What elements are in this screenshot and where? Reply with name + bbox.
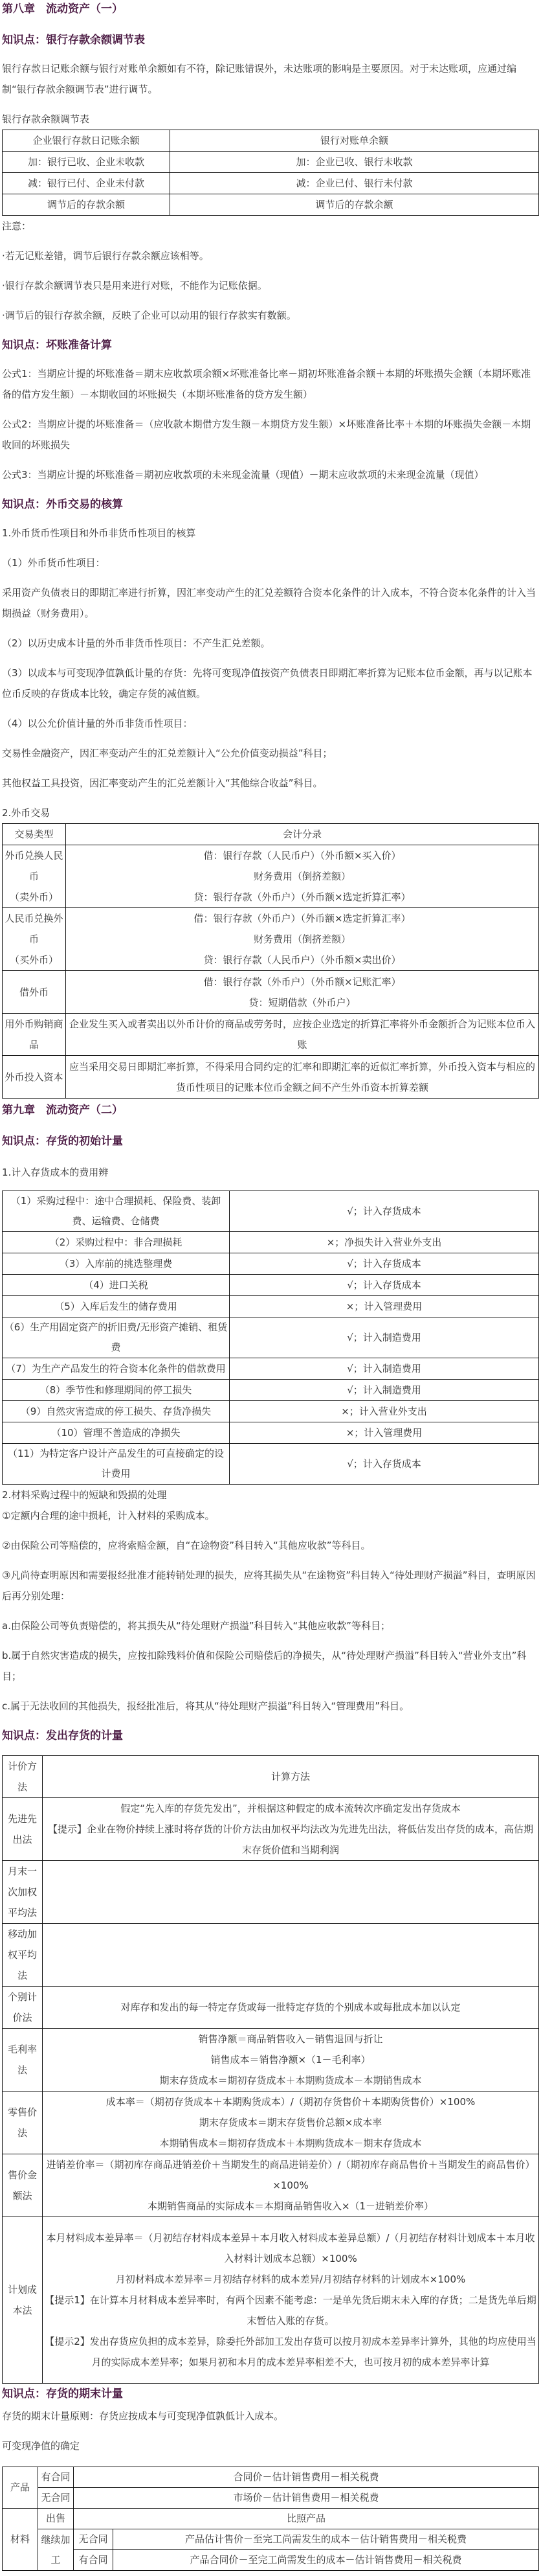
table-cell: （5）入库后发生的储存费用	[3, 1296, 230, 1317]
cell-line: 财务费用（倒挤差额）	[253, 871, 351, 882]
paragraph: 采用资产负债表日的即期汇率进行折算，因汇率变动产生的汇兑差额符合资本化条件的计入成本，不符合资本化条件的计入当期损益（财务费用）。	[2, 587, 536, 619]
table-row	[3, 2217, 539, 2384]
table-cell: √；计入制造费用	[230, 1358, 539, 1380]
table-header-cell: 交易类型	[3, 824, 66, 845]
table-cell: √；计入存货成本	[230, 1253, 539, 1275]
table-cell: （10）管理不善造成的净损失	[3, 1422, 230, 1444]
table-cell	[66, 845, 539, 908]
note-label: 注意：	[2, 220, 32, 232]
table-row	[3, 1014, 539, 1056]
table-cell	[3, 1056, 66, 1099]
table-row	[3, 1401, 539, 1422]
formula-3: 公式3：当期应计提的坏账准备＝期初应收款项的未来现金流量（现值）－期末应收款项的未来现金流量（现值）	[2, 469, 484, 481]
table-cell: 有合同	[38, 2467, 74, 2488]
cell-line: 成本率＝（期初存货成本＋本期购货成本）/（期初存货售价＋本期购货售价）×100%	[105, 2096, 476, 2108]
table-row	[3, 194, 539, 216]
cell-line: 本期销售商品的实际成本＝本期商品销售收入×（1－进销差价率）	[147, 2200, 434, 2212]
table-cell: ×；净损失计入营业外支出	[230, 1232, 539, 1253]
table-caption: 银行存款余额调节表	[2, 113, 90, 125]
table-cell: 调节后的存款余额	[170, 194, 539, 216]
table-row	[3, 152, 539, 173]
table-cell: （1）采购过程中：途中合理损耗、保险费、装卸费、运输费、仓储费	[3, 1191, 230, 1232]
table-cell: 市场价－估计销售费用－相关税费	[74, 2488, 539, 2509]
table-cell: √；计入制造费用	[230, 1317, 539, 1358]
cell-line: 财务费用（倒挤差额）	[253, 933, 351, 945]
table-cell: √；计入存货成本	[230, 1444, 539, 1485]
paragraph: 银行存款日记账余额与银行对账单余额如有不符，除记账错误外，未达账项的影响是主要原因。对于未达账项，应通过编制“银行存款余额调节表”进行调节。	[2, 63, 517, 95]
table-cell: （6）生产用固定资产的折旧费/无形资产摊销、租赁费	[3, 1317, 230, 1358]
paragraph: c.属于无法收回的其他损失，报经批准后，将其从“待处理财产损溢”科目转入“管理费用”科目。	[2, 1700, 410, 1712]
table-cell: 产品合同价－至完工尚需发生的成本－估计销售费用－相关税费	[113, 2550, 539, 2571]
paragraph: （4）以公允价值计量的外币非货币性项目：	[2, 718, 193, 729]
cell-line: （卖外币）	[9, 891, 58, 903]
table-row	[3, 1275, 539, 1296]
table-cell	[66, 1014, 539, 1056]
table-cell: （11）为特定客户设计产品发生的可直接确定的设计费用	[3, 1444, 230, 1485]
table-cell: ×；计入管理费用	[230, 1422, 539, 1444]
cell-line: 贷：银行存款（外币户）（外币额×选定折算汇率）	[193, 891, 411, 903]
cell-line: 【提示2】发出存货应负担的成本差异，除委托外部加工发出存货可以按月初成本差异率计算外，其他的均应使用当月的实际成本差异率；如果月初和本月的成本差异率相差不大，也可按月初的成本差异率计算	[45, 2336, 536, 2368]
table-cell	[3, 908, 66, 971]
cell-line: 人民币兑换外币	[5, 913, 63, 945]
method-cell: 零售价法	[3, 2092, 43, 2154]
paragraph: a.由保险公司等负责赔偿的，将其损失从“待处理财产损溢”科目转入“其他应收款”等科目；	[2, 1620, 391, 1632]
method-cell: 移动加权平均法	[3, 1924, 43, 1987]
table-cell: 比照产品	[74, 2509, 539, 2529]
table-row	[3, 1756, 539, 1798]
cell-line: 销售净额＝商品销售收入－销售退回与折让	[198, 2033, 383, 2045]
bullet-item: ·银行存款余额调节表只是用来进行对账，不能作为记账依据。	[2, 280, 267, 291]
table-row	[3, 2529, 539, 2550]
paragraph: 1.外币货币性项目和外币非货币性项目的核算	[2, 527, 196, 539]
cell-line: 借外币	[19, 986, 49, 998]
table-row	[3, 1444, 539, 1485]
table-row	[3, 2467, 539, 2488]
table-cell: 减：银行已付、企业未付款	[3, 173, 170, 194]
table-row	[3, 971, 539, 1014]
table-row	[3, 1317, 539, 1358]
bank-reconciliation-table	[2, 130, 539, 216]
cell-line: 贷：短期借款（外币户）	[248, 996, 356, 1009]
table-cell: （9）自然灾害造成的停工损失、存货净损失	[3, 1401, 230, 1422]
table-row	[3, 1861, 539, 1924]
table-cell	[3, 971, 66, 1014]
cell-line: 企业发生买入或者卖出以外币计价的商品或劳务时，应按企业选定的折算汇率将外币金额折合为记账本位币入账	[69, 1018, 535, 1051]
table-cell: （3）入库前的挑选整理费	[3, 1253, 230, 1275]
table-cell	[66, 971, 539, 1014]
table-cell: 产品	[3, 2467, 38, 2509]
table-row	[3, 1422, 539, 1444]
table-row	[3, 1191, 539, 1232]
table-row	[3, 1987, 539, 2029]
cell-line: 期末存货成本＝期末存货售价总额×成本率	[199, 2117, 382, 2128]
cell-line: 借：银行存款（人民币户）（外币额×买入价）	[203, 850, 401, 861]
table-cell: 加：企业已收、银行未收款	[170, 152, 539, 173]
table-cell: 银行对账单余额	[170, 130, 539, 152]
fx-transaction-table	[2, 823, 539, 1099]
table-row	[3, 908, 539, 971]
table-row	[3, 845, 539, 908]
cell-line: 外币兑换人民币	[5, 850, 63, 882]
table-row	[3, 1798, 539, 1861]
bullet-item: ·调节后的银行存款余额，反映了企业可以动用的银行存款实有数额。	[2, 310, 296, 321]
section-heading: 知识点：外币交易的核算	[2, 498, 123, 511]
table-cell: 无合同	[74, 2529, 113, 2550]
table-row	[3, 173, 539, 194]
bullet-item: ·若无记账差错，调节后银行存款余额应该相等。	[2, 250, 209, 262]
paragraph: 其他权益工具投资，因汇率变动产生的汇兑差额计入“其他综合收益”科目。	[2, 777, 323, 789]
cell-line: 用外币购销商品	[5, 1018, 63, 1051]
table-header-cell: 计价方法	[3, 1756, 43, 1798]
table-cell	[43, 2154, 539, 2217]
table-cell: √；计入存货成本	[230, 1191, 539, 1232]
cell-line: 【提示】企业在物价持续上涨时将存货的计价方法由加权平均法改为先进先出法，将低估发出存货的成本，高估期末存货价值和当期利润	[47, 1823, 533, 1856]
cell-line: 借：银行存款（外币户）（外币额×选定折算汇率）	[193, 913, 411, 924]
inventory-outflow-table	[2, 1755, 539, 2384]
table-cell: （2）采购过程中：非合理损耗	[3, 1232, 230, 1253]
table-cell: 调节后的存款余额	[3, 194, 170, 216]
table-cell	[3, 845, 66, 908]
cell-line: 对库存和发出的每一特定存货或每一批特定存货的个别成本或每批成本加以认定	[120, 2001, 461, 2013]
table-row	[3, 1380, 539, 1401]
table-cell	[66, 908, 539, 971]
table-row	[3, 1232, 539, 1253]
table-cell: 继续加工	[38, 2529, 74, 2571]
chapter-title: 第九章 流动资产（二）	[2, 1104, 123, 1117]
table-cell	[43, 1987, 539, 2029]
table-caption: 1.计入存货成本的费用辨	[2, 1167, 109, 1178]
table-cell: 材料	[3, 2509, 38, 2571]
table-row	[3, 2550, 539, 2571]
cell-line: 期末存货成本＝期初存货成本＋本期购货成本－本期销售成本	[159, 2075, 422, 2086]
paragraph: ②由保险公司等赔偿的，应将索赔金额，自“在途物资”科目转入“其他应收款”等科目。	[2, 1540, 371, 1551]
table-cell: 合同价－估计销售费用－相关税费	[74, 2467, 539, 2488]
table-cell: ×；计入管理费用	[230, 1296, 539, 1317]
net-realizable-value-table	[2, 2467, 539, 2571]
method-cell: 个别计价法	[3, 1987, 43, 2029]
paragraph: 2.材料采购过程中的短缺和毁损的处理	[2, 1489, 167, 1501]
cell-line: 进销差价率＝（期初库存商品进销差价＋当期发生的商品进销差价）/（期初库存商品售价＋当期发生的商品售价）×100%	[46, 2159, 535, 2191]
section-heading: 知识点：存货的期末计量	[2, 2388, 123, 2400]
cell-line: 贷：银行存款（人民币户）（外币额×卖出价）	[203, 954, 401, 966]
table-row	[3, 824, 539, 845]
formula-2: 公式2：当期应计提的坏账准备＝（应收款本期借方发生额－本期贷方发生额）×坏账准备比率＋本期的坏账损失金额－本期收回的坏账损失	[2, 418, 531, 451]
table-cell: （7）为生产产品发生的符合资本化条件的借款费用	[3, 1358, 230, 1380]
table-cell: （8）季节性和修理期间的停工损失	[3, 1380, 230, 1401]
table-row	[3, 130, 539, 152]
method-cell: 售价金额法	[3, 2154, 43, 2217]
paragraph: ③凡尚待查明原因和需要报经批准才能转销处理的损失，应将其损失从“在途物资”科目转入“待处理财产损溢”科目，查明原因后再分别处理：	[2, 1569, 536, 1602]
table-row	[3, 2154, 539, 2217]
table-cell	[43, 2092, 539, 2154]
formula-1: 公式1：当期应计提的坏账准备＝期末应收款项余额×坏账准备比率－期初坏账准备余额＋本期的坏账损失金额（本期坏账准备的借方发生额）－本期收回的坏账损失（本期坏账准备的贷方发生额）	[2, 368, 531, 400]
table-row	[3, 1056, 539, 1099]
cell-line: （买外币）	[9, 954, 58, 966]
table-cell	[43, 1798, 539, 1861]
paragraph: 交易性金融资产，因汇率变动产生的汇兑差额计入“公允价值变动损益”科目；	[2, 747, 333, 759]
table-cell	[3, 1014, 66, 1056]
method-cell: 先进先出法	[3, 1798, 43, 1861]
table-cell: 企业银行存款日记账余额	[3, 130, 170, 152]
table-cell	[43, 2029, 539, 2092]
table-cell: 产品估计售价－至完工尚需发生的成本－估计销售费用－相关税费	[113, 2529, 539, 2550]
section-heading: 知识点：发出存货的计量	[2, 1729, 123, 1742]
cell-line: 月初材料成本差异率＝月初结存材料的成本差异/月初结存材料的计划成本×100%	[115, 2274, 466, 2285]
table-row	[3, 2092, 539, 2154]
paragraph: （1）外币货币性项目：	[2, 557, 105, 569]
table-cell: （4）进口关税	[3, 1275, 230, 1296]
paragraph: 存货的期末计量原则：存货应按成本与可变现净值孰低计入成本。	[2, 2410, 284, 2422]
cell-line: 销售成本＝销售净额×（1－毛利率）	[210, 2054, 371, 2066]
section-heading: 知识点：银行存款余额调节表	[2, 34, 145, 47]
table-cell: 加：银行已收、企业未收款	[3, 152, 170, 173]
table-cell: √；计入存货成本	[230, 1275, 539, 1296]
method-cell: 月末一次加权平均法	[3, 1861, 43, 1924]
section-heading: 知识点：存货的初始计量	[2, 1135, 123, 1148]
cell-line: 本期销售成本＝期初存货成本＋本期购货成本－期末存货成本	[159, 2137, 422, 2149]
table-row	[3, 1924, 539, 1987]
table-cell: 出售	[38, 2509, 74, 2529]
section-heading: 知识点：坏账准备计算	[2, 339, 112, 352]
table-cell: 无合同	[38, 2488, 74, 2509]
table-cell	[43, 1861, 539, 1924]
cell-line: 应当采用交易日即期汇率折算，不得采用合同约定的汇率和即期汇率的近似汇率折算，外币投入资本与相应的货币性项目的记账本位币金额之间不产生外币资本折算差额	[69, 1060, 535, 1093]
method-cell: 毛利率法	[3, 2029, 43, 2092]
cell-line: 【提示1】在计算本月材料成本差异率时，有两个因素不能考虑：一是单先货后期末未入库的存货；二是货先单后期末暂估入账的存货。	[45, 2294, 536, 2327]
table-row	[3, 2488, 539, 2509]
cell-line: 本月材料成本差异率＝（月初结存材料成本差异＋本月收入材料成本差异总额）/（月初结存材料计划成本＋本月收入材料计划成本总额）×100%	[46, 2232, 535, 2264]
paragraph: ①定额内合理的途中损耗，计入材料的采购成本。	[2, 1510, 215, 1522]
table-cell: ×；计入营业外支出	[230, 1401, 539, 1422]
cell-line: 借：银行存款（外币户）（外币额×记账汇率）	[203, 975, 401, 988]
paragraph: （2）以历史成本计量的外币非货币性项目：不产生汇兑差额。	[2, 637, 270, 649]
table-header-cell: 会计分录	[66, 824, 539, 845]
table-header-cell: 计算方法	[43, 1756, 539, 1798]
table-row	[3, 1253, 539, 1275]
table-row	[3, 2029, 539, 2092]
table-cell	[66, 1056, 539, 1099]
table-row	[3, 2509, 539, 2529]
inventory-cost-table	[2, 1191, 539, 1485]
cell-line: 假定“先入库的存货先发出”，并根据这种假定的成本流转次序确定发出存货成本	[120, 1803, 461, 1814]
table-cell: 有合同	[74, 2550, 113, 2571]
table-caption: 2.外币交易	[2, 807, 50, 819]
table-cell	[43, 2217, 539, 2384]
table-cell: 减：企业已付、银行未付款	[170, 173, 539, 194]
chapter-title: 第八章 流动资产（一）	[2, 3, 123, 16]
paragraph: （3）以成本与可变现净值孰低计量的存货：先将可变现净值按资产负债表日即期汇率折算为记账本位币金额，再与以记账本位币反映的存货成本比较，确定存货的减值额。	[2, 667, 533, 700]
method-cell: 计划成本法	[3, 2217, 43, 2384]
cell-line: 外币投入资本	[5, 1071, 63, 1083]
paragraph: b.属于自然灾害造成的损失，应按扣除残料价值和保险公司赔偿后的净损失，从“待处理财产损溢”科目转入“营业外支出”科目；	[2, 1650, 527, 1682]
table-row	[3, 1296, 539, 1317]
table-cell: √；计入制造费用	[230, 1380, 539, 1401]
table-row	[3, 1358, 539, 1380]
table-cell	[43, 1924, 539, 1987]
table-caption: 可变现净值的确定	[2, 2440, 80, 2452]
